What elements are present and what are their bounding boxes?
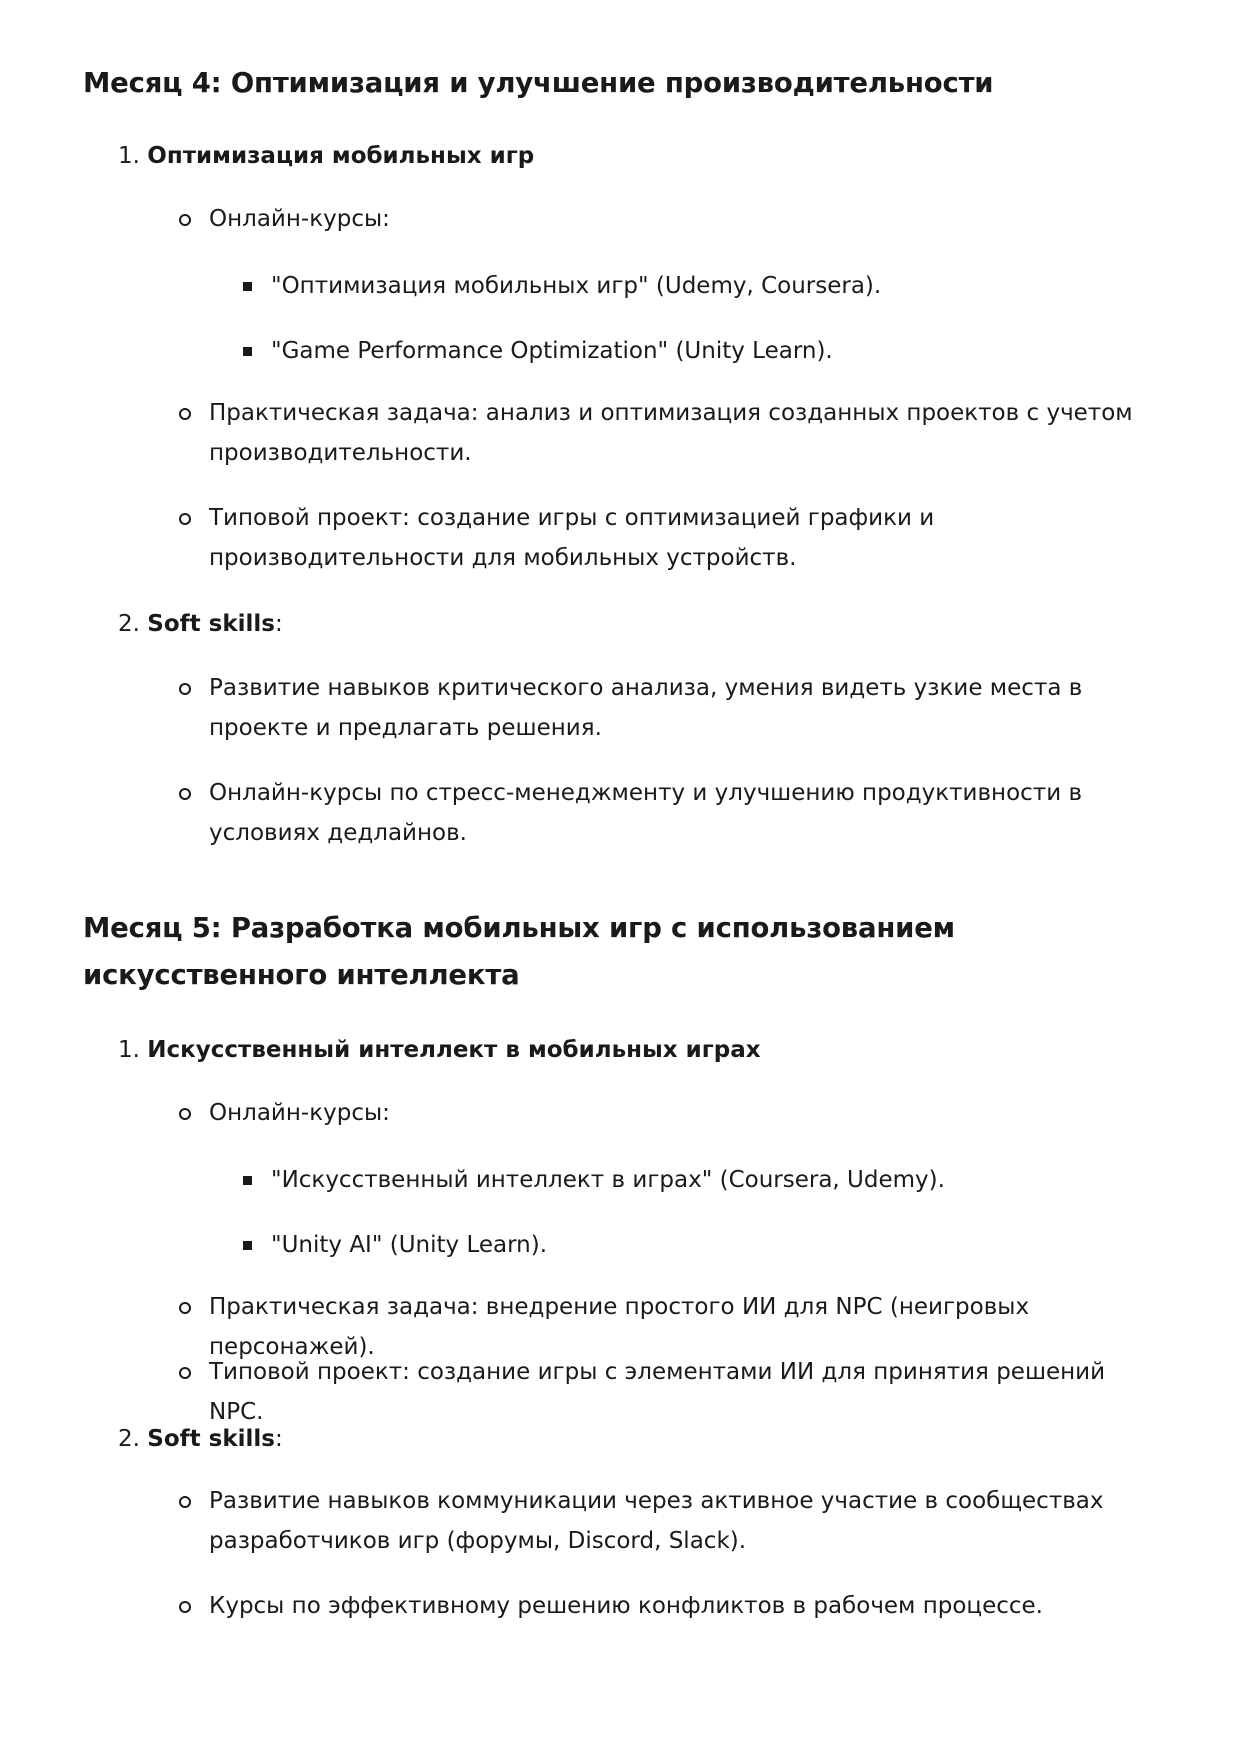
circle-bullet-icon <box>179 214 191 226</box>
list-item <box>179 199 1159 239</box>
circle-bullet-icon <box>179 1496 191 1508</box>
month5-item1 <box>118 1035 761 1065</box>
item-title: Оптимизация мобильных игр <box>147 143 535 169</box>
practical-task: Практическая задача: внедрение простого ИИ для NPC (неигровых персонажей). <box>209 1294 1030 1360</box>
circle-bullet-icon <box>179 1367 191 1379</box>
soft-skill-point: Развитие навыков коммуникации через активное участие в сообществах разработчиков игр (форумы, Discord, Slack). <box>209 1488 1104 1554</box>
course-item <box>243 336 1143 366</box>
month4-item1 <box>118 141 534 171</box>
typical-project: Типовой проект: создание игры с оптимизацией графики и производительности для мобильных устройств. <box>209 505 935 571</box>
square-bullet-icon <box>243 282 252 291</box>
soft-skill-point: Развитие навыков критического анализа, умения видеть узкие места в проекте и предлагать решения. <box>209 675 1083 741</box>
list-item <box>179 668 1159 748</box>
course-text: "Оптимизация мобильных игр" (Udemy, Coursera). <box>271 273 882 299</box>
item-title: Soft skills <box>147 611 275 637</box>
list-number: 1. <box>118 1037 140 1063</box>
course-text: "Искусственный интеллект в играх" (Coursera, Udemy). <box>271 1167 945 1193</box>
list-number: 1. <box>118 143 140 169</box>
list-item <box>179 1352 1159 1432</box>
practical-task: Практическая задача: анализ и оптимизация созданных проектов с учетом производительности. <box>209 400 1133 466</box>
courses-label: Онлайн-курсы: <box>209 1100 390 1126</box>
list-number: 2. <box>118 1426 140 1452</box>
square-bullet-icon <box>243 1176 252 1185</box>
month4-item2 <box>118 609 283 639</box>
circle-bullet-icon <box>179 1302 191 1314</box>
square-bullet-icon <box>243 1241 252 1250</box>
square-bullet-icon <box>243 347 252 356</box>
circle-bullet-icon <box>179 683 191 695</box>
title-suffix: : <box>274 1426 283 1452</box>
month4-heading: Месяц 4: Оптимизация и улучшение производительности <box>83 67 994 99</box>
circle-bullet-icon <box>179 408 191 420</box>
item-title: Soft skills <box>147 1426 275 1452</box>
course-item <box>243 271 1143 301</box>
list-number: 2. <box>118 611 140 637</box>
list-item <box>179 773 1159 853</box>
list-item <box>179 393 1159 473</box>
title-suffix: : <box>274 611 283 637</box>
circle-bullet-icon <box>179 513 191 525</box>
courses-label: Онлайн-курсы: <box>209 206 390 232</box>
course-text: "Game Performance Optimization" (Unity Learn). <box>271 338 833 364</box>
typical-project: Типовой проект: создание игры с элементами ИИ для принятия решений NPC. <box>209 1359 1106 1425</box>
item-title: Искусственный интеллект в мобильных играх <box>147 1037 761 1063</box>
course-text: "Unity AI" (Unity Learn). <box>271 1232 548 1258</box>
month5-item2 <box>118 1424 283 1454</box>
soft-skill-point: Онлайн-курсы по стресс-менеджменту и улучшению продуктивности в условиях дедлайнов. <box>209 780 1083 846</box>
circle-bullet-icon <box>179 1601 191 1613</box>
course-item <box>243 1165 1143 1195</box>
list-item <box>179 1586 1159 1626</box>
course-item <box>243 1230 1143 1260</box>
circle-bullet-icon <box>179 1108 191 1120</box>
circle-bullet-icon <box>179 788 191 800</box>
list-item <box>179 1481 1159 1561</box>
list-item <box>179 498 1159 578</box>
list-item <box>179 1093 1159 1133</box>
month5-heading: Месяц 5: Разработка мобильных игр с использованием искусственного интеллекта <box>83 912 955 991</box>
soft-skill-point: Курсы по эффективному решению конфликтов в рабочем процессе. <box>209 1593 1043 1619</box>
